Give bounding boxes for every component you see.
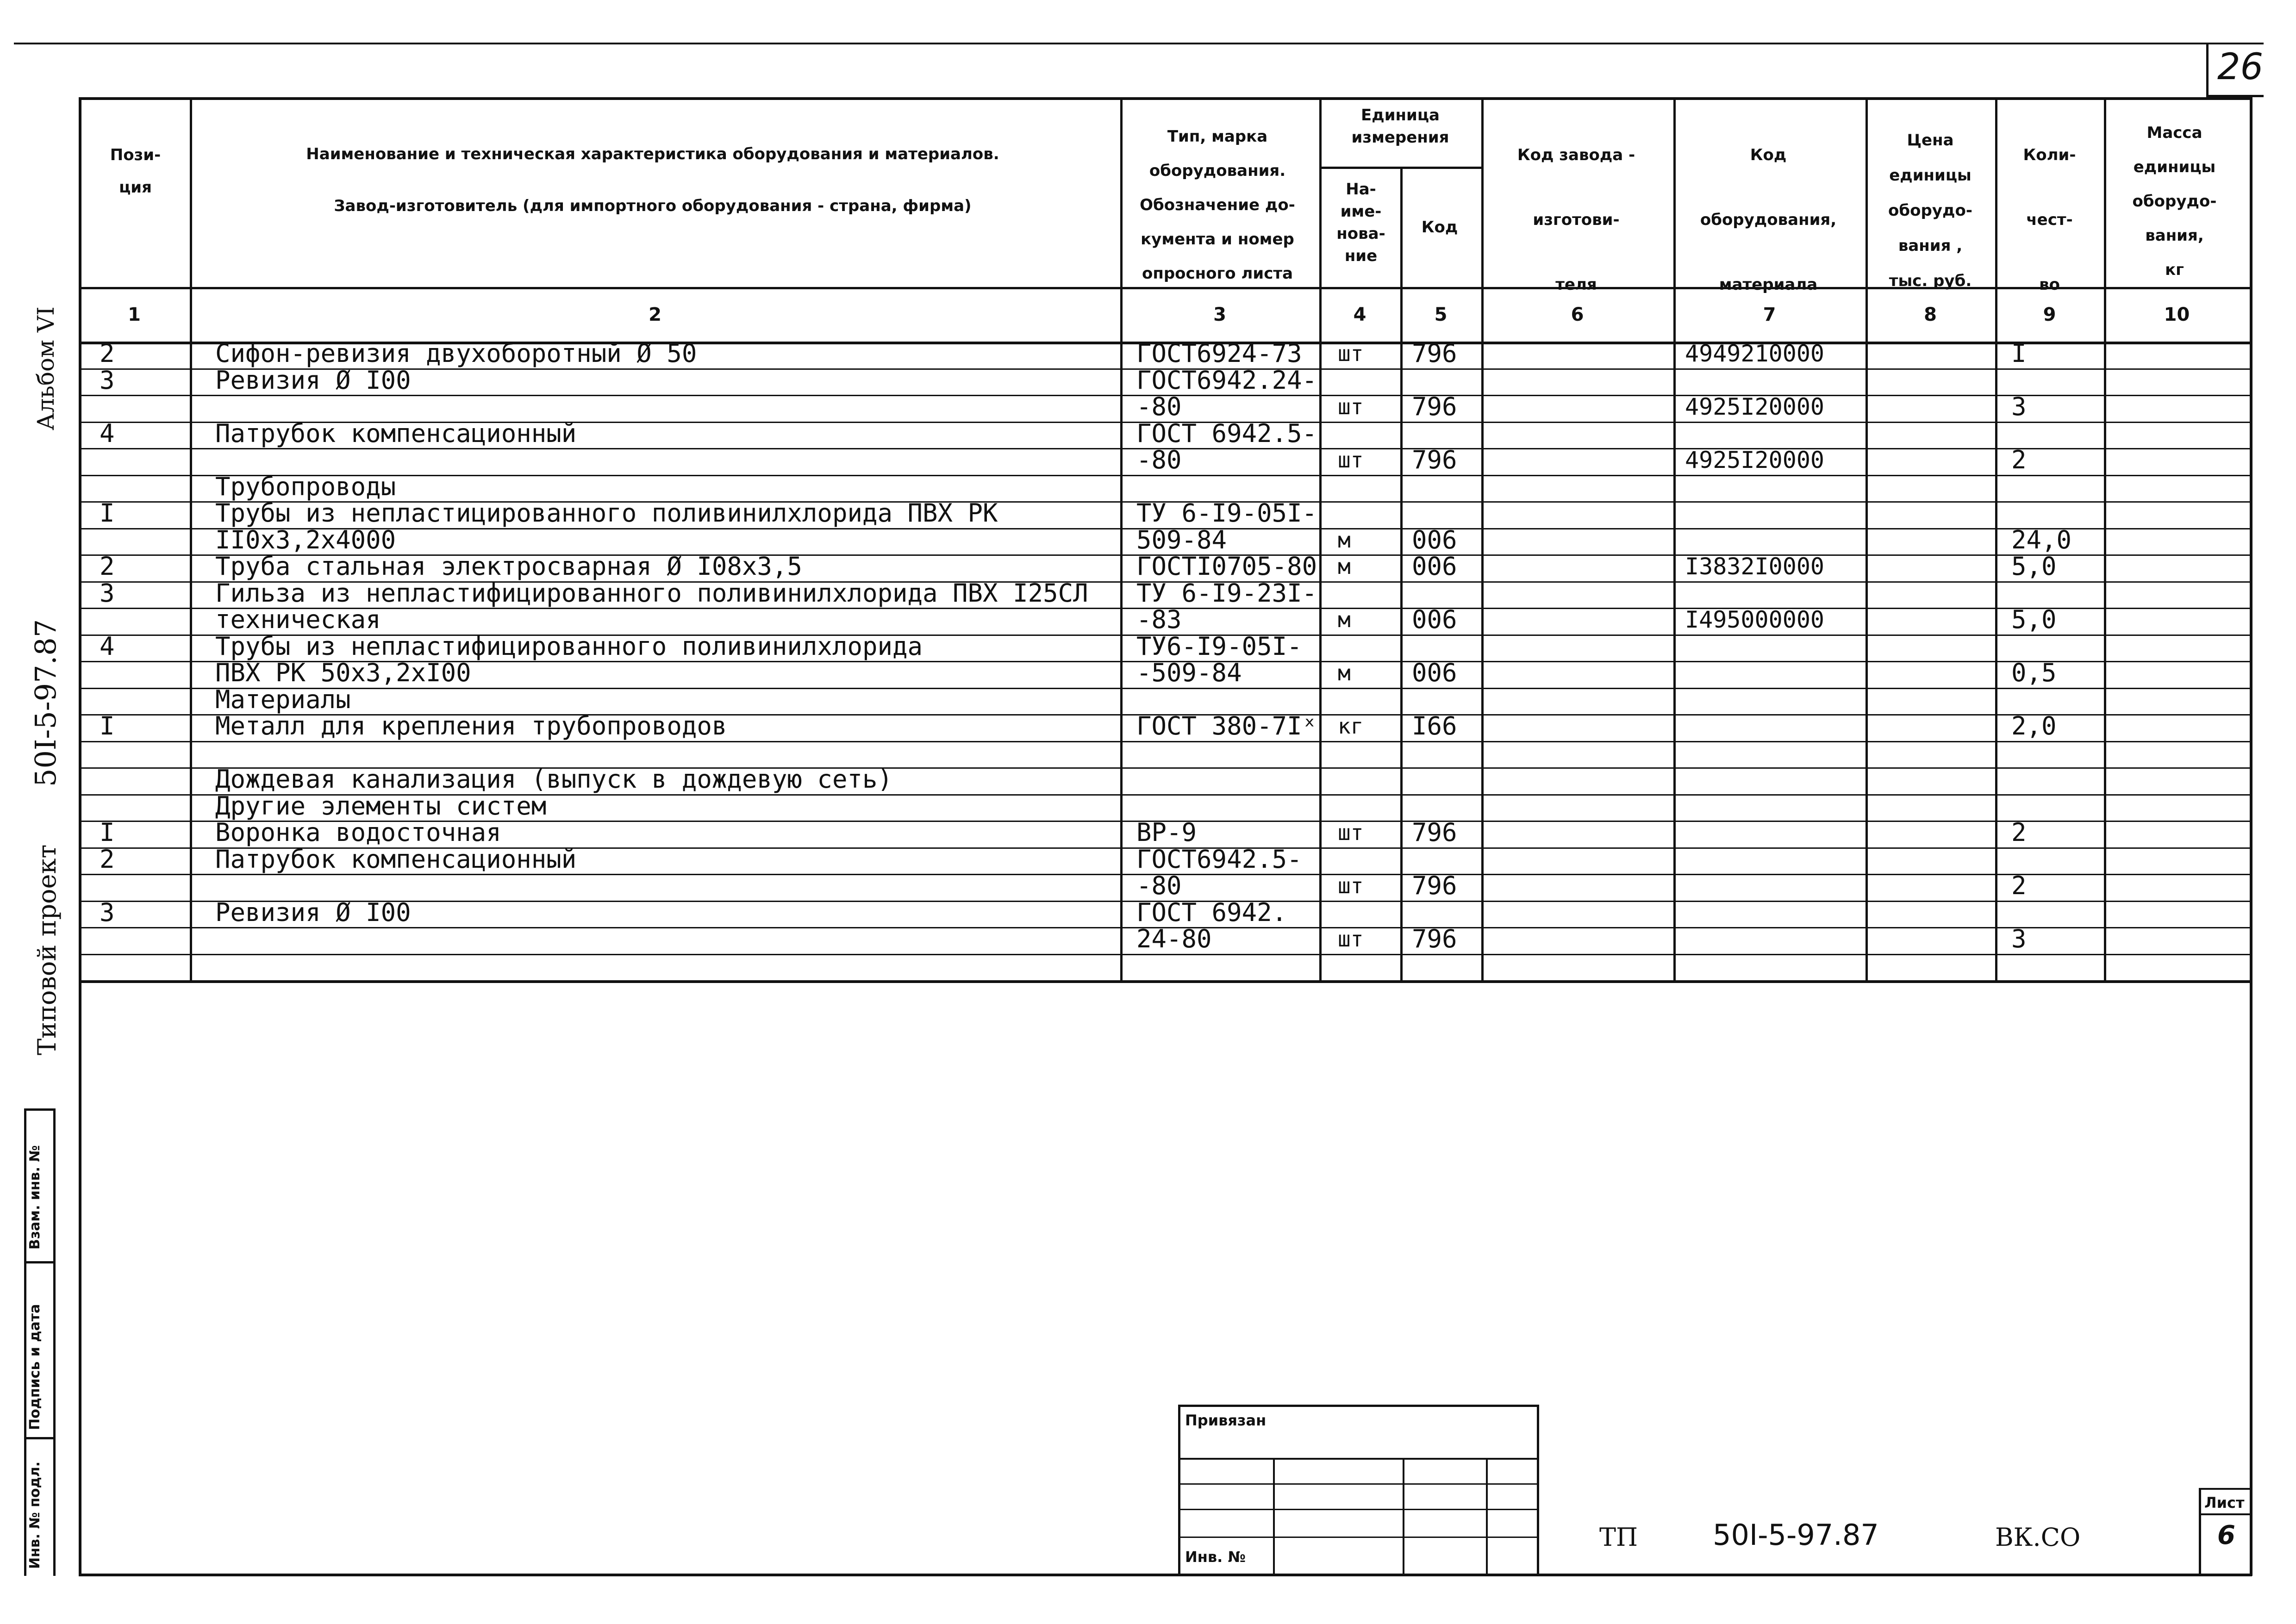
stamp-line: [1178, 1537, 1539, 1538]
row-name: ПВХ РК 50x3,2xI00: [215, 658, 471, 687]
unit-subheader-line: [1319, 167, 1481, 169]
row-qty: 2: [2011, 871, 2027, 900]
column-number: 2: [649, 304, 661, 325]
row-equip-code: I495000000: [1685, 606, 1825, 633]
column-number: 9: [2043, 304, 2056, 325]
stamp-strip-border: [53, 1108, 56, 1576]
row-name: Трубы из непластифицированного поливинилхлорида: [215, 631, 923, 661]
row-pos: I: [100, 711, 115, 740]
row-name: Труба стальная электросварная Ø I08x3,5: [215, 552, 802, 581]
row-equip-code: 4925I20000: [1685, 447, 1825, 473]
row-doc: ТУ 6-I9-05I-: [1136, 498, 1317, 528]
row-doc: 509-84: [1136, 525, 1227, 554]
row-pos: I: [100, 818, 115, 847]
header-unit-code: Код: [1421, 218, 1458, 236]
row-code: 796: [1412, 445, 1457, 474]
row-name: II0x3,2x4000: [215, 525, 396, 554]
row-qty: I: [2011, 339, 2027, 368]
stamp-line: [1273, 1458, 1275, 1574]
row-pos: 3: [100, 365, 115, 395]
row-qty: 0,5: [2011, 658, 2057, 687]
row-doc: ГОСТ 380-7Iˣ: [1136, 711, 1317, 740]
row-doc: ГОСТ6942.24-: [1136, 365, 1317, 395]
row-unit: шт: [1338, 820, 1364, 845]
stamp-strip-border: [24, 1108, 56, 1111]
sheet-box-line: [2199, 1488, 2201, 1576]
tp-label: ТП: [1599, 1523, 1638, 1552]
row-doc: ГОСТ6924-73: [1136, 339, 1302, 368]
row-equip-code: I3832I0000: [1685, 553, 1825, 580]
column-number: 6: [1571, 304, 1584, 325]
bound-label: Привязан: [1185, 1412, 1267, 1429]
row-qty: 5,0: [2011, 552, 2057, 581]
column-number: 1: [128, 304, 141, 325]
column-number: 7: [1763, 304, 1776, 325]
header-unit-group: Единица измерения: [1351, 106, 1449, 147]
row-unit: шт: [1338, 448, 1364, 473]
row-pos: 3: [100, 897, 115, 927]
row-name: Дождевая канализация (выпуск в дождевую сеть): [215, 765, 892, 794]
header-price: Цена единицы оборудо- вания , тыс. руб.: [1888, 131, 1972, 290]
row-unit: м: [1338, 527, 1351, 553]
row-name: Патрубок компенсационный: [215, 844, 577, 874]
row-doc: ГОСТ 6942.5-: [1136, 418, 1317, 448]
row-qty: 24,0: [2011, 525, 2072, 554]
header-quantity: Коли- чест- во: [2023, 146, 2076, 294]
row-name: техническая: [215, 605, 381, 634]
row-code: 006: [1412, 525, 1457, 554]
row-name: Металл для крепления трубопроводов: [215, 711, 727, 740]
table-border-bottom: [79, 980, 2250, 983]
top-frame-line: [14, 43, 2264, 44]
row-code: 006: [1412, 605, 1457, 634]
stamp-line: [1537, 1405, 1539, 1576]
row-pos: 4: [100, 631, 115, 661]
inv-no-label: Инв. №: [1185, 1548, 1246, 1566]
column-number: 10: [2164, 304, 2190, 325]
row-unit: шт: [1338, 927, 1364, 952]
row-pos: 2: [100, 552, 115, 581]
row-code: 006: [1412, 658, 1457, 687]
row-name: Гильза из непластифицированного поливинилхлорида ПВХ I25СЛ: [215, 578, 1088, 608]
row-doc: -80: [1136, 445, 1182, 474]
stamp-line: [1178, 1405, 1180, 1576]
table-border-right: [2250, 97, 2252, 1576]
row-doc: ГОСТ 6942.: [1136, 897, 1287, 927]
row-pos: 2: [100, 339, 115, 368]
row-unit: шт: [1338, 873, 1364, 898]
row-doc: -80: [1136, 392, 1182, 421]
row-unit: м: [1338, 607, 1351, 632]
stamp-strip-border: [24, 1108, 26, 1576]
header-unit-name: На- име- нова- ние: [1336, 180, 1385, 265]
stamp-line: [1178, 1458, 1539, 1460]
row-name: Сифон-ревизия двухоборотный Ø 50: [215, 339, 697, 368]
row-name: Ревизия Ø I00: [215, 365, 411, 395]
row-code: 796: [1412, 871, 1457, 900]
row-name: Воронка водосточная: [215, 818, 501, 847]
row-name: Материалы: [215, 684, 351, 714]
sheet-label: Лист: [2204, 1494, 2245, 1512]
stamp-strip-border: [24, 1437, 56, 1439]
row-name: Патрубок компенсационный: [215, 418, 577, 448]
row-pos: 2: [100, 844, 115, 874]
row-qty: 5,0: [2011, 605, 2057, 634]
row-code: 796: [1412, 392, 1457, 421]
row-name: Трубы из непластицированного поливинилхлорида ПВХ РК: [215, 498, 998, 528]
column-number: 4: [1353, 304, 1366, 325]
row-qty: 2: [2011, 445, 2027, 474]
row-doc: ВР-9: [1136, 818, 1197, 847]
inv-original-label: Инв. № подл.: [27, 1461, 43, 1569]
row-unit: кг: [1338, 714, 1364, 739]
header-doc: Тип, марка оборудования. Обозначение до- кумента и номер опросного листа: [1140, 127, 1295, 283]
row-qty: 3: [2011, 924, 2027, 953]
row-name: Трубопроводы: [215, 472, 396, 501]
stamp-line: [1178, 1483, 1539, 1485]
header-factory-code: Код завода - изготови- теля: [1517, 146, 1635, 294]
replace-inv-label: Взам. инв. №: [27, 1145, 43, 1250]
row-pos: 4: [100, 418, 115, 448]
sheet-box-line: [2199, 1488, 2252, 1490]
row-name: Ревизия Ø I00: [215, 897, 411, 927]
row-doc: -509-84: [1136, 658, 1242, 687]
row-pos: 3: [100, 578, 115, 608]
row-doc: ТУ6-I9-05I-: [1136, 631, 1302, 661]
row-equip-code: 4949210000: [1685, 340, 1825, 367]
row-doc: -83: [1136, 605, 1182, 634]
header-mass: Масса единицы оборудо- вания, кг: [2132, 124, 2217, 279]
column-number: 3: [1213, 304, 1226, 325]
stamp-line: [1486, 1458, 1488, 1574]
header-equipment-code: Код оборудования, материала: [1700, 146, 1837, 294]
row-doc: 24-80: [1136, 924, 1212, 953]
row-equip-code: 4925I20000: [1685, 393, 1825, 420]
column-number: 5: [1434, 304, 1447, 325]
row-unit: м: [1338, 554, 1351, 579]
page-bottom-line: [79, 1574, 2252, 1576]
row-unit: шт: [1338, 341, 1364, 366]
row-name: Другие элементы систем: [215, 791, 547, 821]
row-doc: ГОСТ6942.5-: [1136, 844, 1302, 874]
row-code: 006: [1412, 552, 1457, 581]
sheet-box-line: [2199, 1513, 2252, 1515]
row-code: 796: [1412, 339, 1457, 368]
row-code: 796: [1412, 924, 1457, 953]
column-number: 8: [1924, 304, 1937, 325]
row-code: 796: [1412, 818, 1457, 847]
row-unit: м: [1338, 660, 1351, 685]
album-label: Альбом VI: [32, 306, 59, 430]
row-qty: 3: [2011, 392, 2027, 421]
sheet-number: 6: [2217, 1520, 2235, 1550]
row-code: I66: [1412, 711, 1457, 740]
row-doc: ГОСТI0705-80: [1136, 552, 1317, 581]
page-number: 26: [2217, 46, 2264, 88]
row-doc: ТУ 6-I9-23I-: [1136, 578, 1317, 608]
table-border-top: [79, 97, 2252, 100]
stamp-line: [1403, 1458, 1404, 1574]
title-code: 50I-5-97.87: [1713, 1518, 1879, 1552]
stamp-line: [1178, 1509, 1539, 1510]
row-unit: шт: [1338, 394, 1364, 419]
project-type-label: Типовой проект: [32, 844, 62, 1055]
stamp-strip-border: [24, 1261, 56, 1263]
project-code-side: 50I-5-97.87: [29, 619, 62, 787]
designation: ВК.СО: [1995, 1523, 2081, 1552]
stamp-line: [1178, 1405, 1539, 1407]
row-qty: 2,0: [2011, 711, 2057, 740]
row-pos: I: [100, 498, 115, 528]
row-doc: -80: [1136, 871, 1182, 900]
page-number-border: [2206, 43, 2209, 98]
sign-date-label: Подпись и дата: [27, 1304, 43, 1430]
row-qty: 2: [2011, 818, 2027, 847]
header-position: Пози- ция: [110, 146, 161, 197]
header-name: Наименование и техническая характеристика оборудования и материалов. Завод-изготовитель (для импортного оборудования - страна, фирма): [306, 145, 999, 215]
